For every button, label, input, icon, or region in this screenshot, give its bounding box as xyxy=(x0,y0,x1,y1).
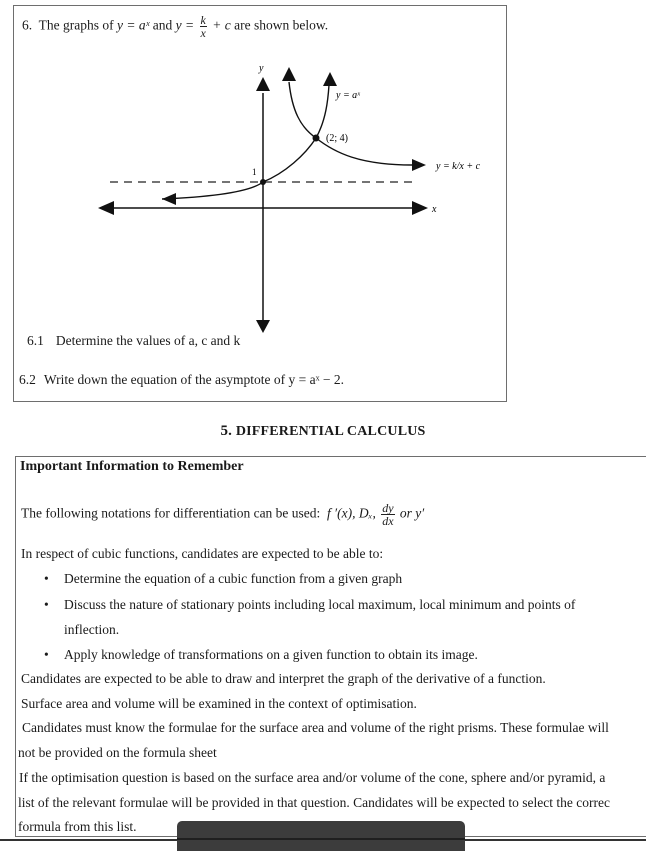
x-axis-left-arrow xyxy=(98,201,114,215)
info-line: Candidates are expected to be able to draw and interpret the graph of the derivative of a function. xyxy=(21,671,546,686)
question-6-2-text: Write down the equation of the asymptote of y = aˣ − 2. xyxy=(43,372,345,387)
exponential-curve-label: y = aˣ xyxy=(336,90,361,101)
fraction-k-over-x xyxy=(200,14,207,39)
info-line: Surface area and volume will be examined in the context of optimisation. xyxy=(21,696,417,711)
bullet-text: inflection. xyxy=(64,622,120,637)
bullet-text: Apply knowledge of transformations on a given function to obtain its image. xyxy=(64,647,478,662)
bullet-dot: • xyxy=(44,647,49,662)
info-line: not be provided on the formula sheet xyxy=(18,745,217,760)
bullet-text: Discuss the nature of stationary points including local maximum, local minimum and points of xyxy=(64,597,576,612)
hyperbola-right-arrow xyxy=(412,159,426,171)
bullet-item xyxy=(44,647,478,663)
overlay-divider xyxy=(177,838,465,840)
equation-hyperbola-suffix: + c xyxy=(212,17,231,33)
y-intercept-label: 1 xyxy=(252,167,257,177)
equation-hyperbola-prefix: y = xyxy=(175,17,195,33)
notation-line xyxy=(21,502,424,527)
x-axis-right-arrow xyxy=(412,201,428,215)
section-title: DIFFERENTIAL CALCULUS xyxy=(235,424,426,439)
question-6-2-number: 6.2 xyxy=(19,372,36,387)
section-number: 5. xyxy=(220,423,233,439)
hyperbola-up-arrow xyxy=(282,67,296,81)
y-intercept-point xyxy=(260,179,266,185)
intersection-label: (2; 4) xyxy=(326,133,348,144)
section-heading xyxy=(0,423,646,440)
bullet-text: Determine the equation of a cubic function from a given graph xyxy=(64,571,403,586)
bullet-dot: • xyxy=(44,597,49,612)
question-6-2 xyxy=(19,372,344,388)
notation-text: The following notations for differentiation can be used: xyxy=(21,505,321,521)
bullet-item xyxy=(44,571,403,587)
hyperbola-curve-label: y = k/x + c xyxy=(436,161,481,172)
exponential-up-arrow xyxy=(323,72,337,86)
fraction-numerator: k xyxy=(200,13,206,27)
cubic-intro: In respect of cubic functions, candidates are expected to be able to: xyxy=(21,546,384,561)
question-number: 6. xyxy=(22,17,33,33)
info-line: list of the relevant formulae will be provided in that question. Candidates will be expected to select the correc xyxy=(18,795,610,810)
question-6-1 xyxy=(27,333,240,349)
question-6-1-number: 6.1 xyxy=(27,333,44,348)
and-word: and xyxy=(152,17,173,33)
info-line: If the optimisation question is based on the surface area and/or volume of the cone, sphere and/or pyramid, a xyxy=(19,770,606,785)
notation-fraction-dy-dx xyxy=(381,502,394,527)
equation-exponential: y = aˣ xyxy=(117,17,150,33)
important-info-title: Important Information to Remember xyxy=(20,459,244,474)
intro-prefix: The graphs of xyxy=(38,17,114,33)
y-axis-down-arrow xyxy=(256,320,270,333)
function-graph xyxy=(90,55,530,340)
question-6-heading xyxy=(22,14,328,39)
y-axis-up-arrow xyxy=(256,77,270,91)
notation-fraction-numerator: dy xyxy=(382,501,394,515)
bullet-continuation xyxy=(64,622,119,638)
fraction-denominator: x xyxy=(200,26,206,40)
bullet-dot: • xyxy=(44,571,49,586)
intro-suffix: are shown below. xyxy=(234,17,329,33)
y-axis-label: y xyxy=(259,63,264,74)
intersection-point xyxy=(313,135,320,142)
bullet-item xyxy=(44,597,576,613)
notation-math-2: or y′ xyxy=(399,505,425,521)
info-line: Candidates must know the formulae for the surface area and volume of the right prisms. These formulae will xyxy=(22,720,609,735)
notation-fraction-denominator: dx xyxy=(382,514,394,528)
exponential-left-arrow xyxy=(162,193,176,205)
notation-math-1: f ′(x), Dₓ, xyxy=(327,505,376,521)
info-line: formula from this list. xyxy=(18,819,137,834)
x-axis-label: x xyxy=(432,204,437,215)
question-6-1-text: Determine the values of a, c and k xyxy=(55,333,241,348)
